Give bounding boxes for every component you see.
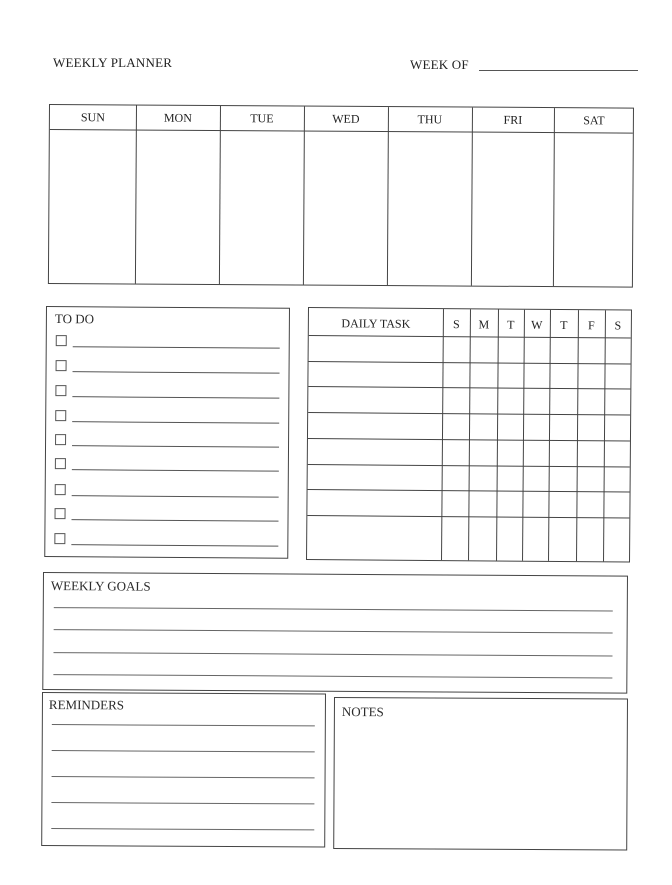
todo-checkbox[interactable]	[55, 508, 66, 519]
notes-label: NOTES	[341, 704, 384, 720]
todo-line[interactable]	[72, 469, 279, 471]
day-header-fri: FRI	[503, 112, 523, 127]
daily-task-day-header: T	[507, 317, 515, 332]
todo-checkbox[interactable]	[56, 360, 67, 371]
notes-panel[interactable]	[333, 697, 628, 851]
todo-checkbox[interactable]	[55, 410, 66, 421]
week-grid-divider	[219, 106, 221, 284]
daily-task-day-header: S	[452, 317, 460, 332]
daily-task-label: DAILY TASK	[341, 316, 411, 331]
daily-task-day-header: M	[478, 317, 490, 332]
todo-checkbox[interactable]	[55, 458, 66, 469]
day-header-mon: MON	[163, 110, 192, 125]
reminders-panel	[41, 692, 326, 847]
daily-task-col-divider	[603, 310, 606, 561]
todo-line[interactable]	[71, 544, 278, 546]
todo-checkbox[interactable]	[55, 385, 66, 396]
todo-line[interactable]	[72, 421, 279, 423]
daily-task-col-divider	[576, 310, 579, 561]
week-of-label: WEEK OF	[410, 57, 469, 72]
reminders-label: REMINDERS	[48, 697, 125, 713]
todo-item	[55, 484, 279, 498]
week-grid-divider	[553, 108, 555, 286]
todo-item	[55, 385, 279, 399]
day-header-sun: SUN	[80, 110, 105, 125]
todo-item	[55, 434, 279, 448]
reminders-line[interactable]	[51, 802, 314, 804]
todo-item	[55, 508, 279, 522]
page-title: WEEKLY PLANNER	[53, 55, 173, 70]
todo-checkbox[interactable]	[56, 335, 67, 346]
todo-line[interactable]	[72, 396, 279, 398]
todo-checkbox[interactable]	[55, 484, 66, 495]
daily-task-col-divider	[441, 309, 444, 560]
week-grid-header-divider	[50, 129, 633, 134]
daily-task-day-header: F	[587, 318, 595, 333]
week-grid	[48, 104, 634, 288]
todo-item	[56, 335, 280, 349]
todo-item	[55, 410, 279, 424]
todo-panel	[44, 306, 290, 559]
todo-line[interactable]	[72, 519, 279, 521]
week-grid-divider	[471, 108, 473, 286]
week-of-field[interactable]	[479, 70, 638, 71]
week-grid-divider	[135, 106, 137, 284]
todo-line[interactable]	[73, 346, 280, 348]
daily-task-day-header: T	[560, 317, 568, 333]
todo-item	[55, 458, 279, 472]
daily-task-day-header: S	[614, 318, 622, 333]
weekly-goals-line[interactable]	[54, 607, 613, 611]
todo-label: TO DO	[54, 311, 95, 327]
day-header-tue: TUE	[250, 111, 274, 126]
todo-item	[56, 360, 280, 374]
day-header-sat: SAT	[583, 113, 605, 128]
reminders-line[interactable]	[52, 776, 315, 778]
todo-line[interactable]	[72, 495, 279, 497]
todo-checkbox[interactable]	[55, 434, 66, 445]
week-grid-divider	[303, 107, 305, 285]
daily-task-col-divider	[548, 310, 551, 561]
day-header-wed: WED	[332, 111, 360, 126]
daily-task-table	[306, 307, 632, 563]
weekly-goals-line[interactable]	[54, 652, 613, 656]
todo-item	[54, 533, 278, 547]
reminders-line[interactable]	[52, 724, 315, 726]
daily-task-col-divider	[522, 310, 525, 561]
week-grid-divider	[387, 107, 389, 285]
weekly-goals-label: WEEKLY GOALS	[50, 578, 151, 594]
todo-line[interactable]	[72, 445, 279, 447]
todo-line[interactable]	[73, 371, 280, 373]
todo-checkbox[interactable]	[54, 533, 65, 544]
reminders-line[interactable]	[51, 828, 314, 830]
weekly-goals-line[interactable]	[53, 674, 612, 678]
reminders-line[interactable]	[52, 750, 315, 752]
weekly-goals-line[interactable]	[54, 629, 613, 633]
daily-task-col-divider	[496, 309, 499, 560]
weekly-goals-panel	[42, 572, 628, 694]
day-header-thu: THU	[417, 112, 443, 127]
daily-task-day-header: W	[531, 317, 543, 332]
daily-task-col-divider	[468, 309, 471, 560]
